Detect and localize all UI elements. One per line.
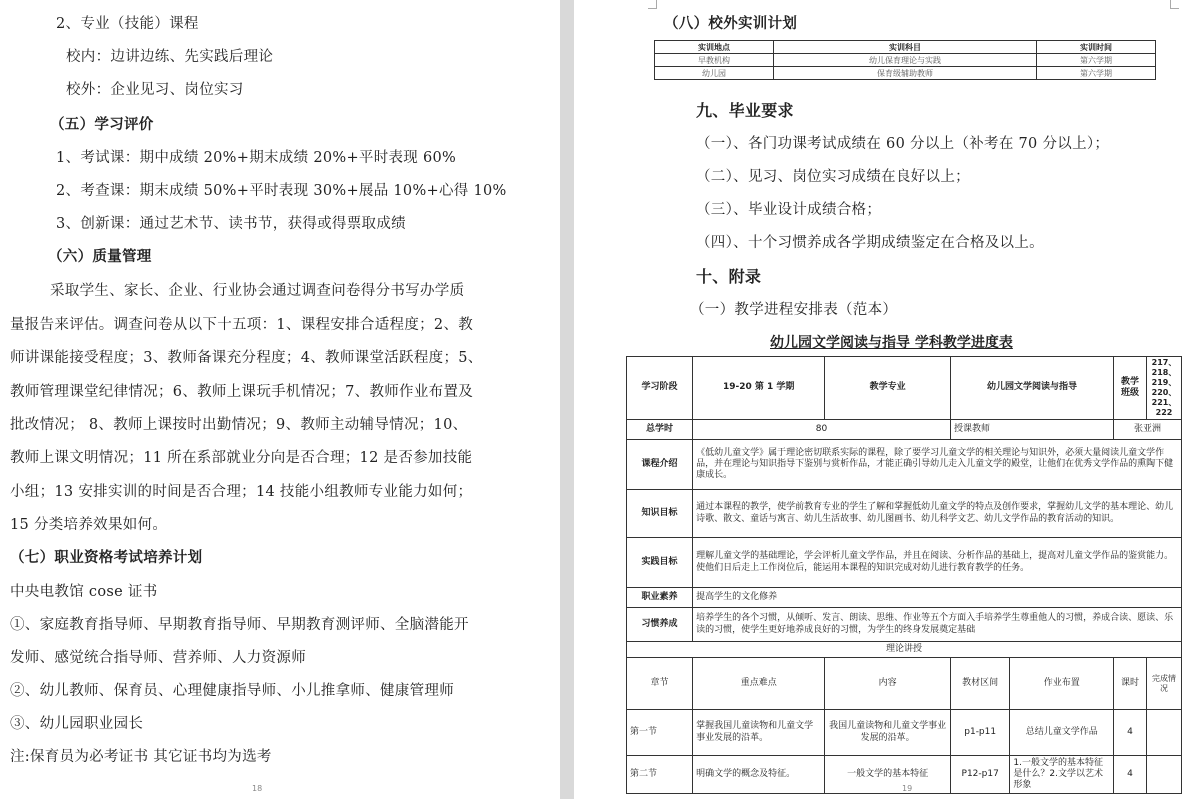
text-line: 发师、感觉统合指导师、营养师、人力资源师 — [10, 650, 306, 666]
table-cell: 第一节 — [627, 710, 693, 756]
teacher-value: 张亚洲 — [1113, 420, 1181, 440]
text-line: 量报告来评估。调查问卷从以下十五项：1、课程安排合适程度；2、教 — [10, 317, 474, 333]
grad-item: （一）、各门功课考试成绩在 60 分以上（补考在 70 分以上）； — [696, 136, 1110, 152]
table-cell: 4 — [1113, 710, 1146, 756]
section-heading: （五）学习评价 — [50, 116, 154, 133]
table-cell: 我国儿童读物和儿童文学事业发展的沿革。 — [825, 710, 951, 756]
intro-label: 课程介绍 — [627, 440, 693, 490]
text-line: 小组；13 安排实训的时间是否合理；14 技能小组教师专业能力如何； — [10, 484, 473, 500]
table-cell: 总结儿童文学作品 — [1010, 710, 1114, 756]
text-line: 校内：边讲边练、先实践后理论 — [66, 49, 274, 65]
text-line: 采取学生、家长、企业、行业协会通过调查问卷得分书写办学质 — [50, 283, 465, 299]
table-cell: 一般文学的基本特征 — [825, 756, 951, 794]
table-cell: 掌握我国儿童读物和儿童文学事业发展的沿革。 — [693, 710, 825, 756]
schedule-table — [626, 356, 1182, 794]
table-header: 实训地点 — [655, 41, 774, 54]
text-line: ①、家庭教育指导师、早期教育指导师、早期教育测评师、全脑潜能开 — [10, 617, 469, 633]
text-line: ②、幼儿教师、保育员、心理健康指导师、小儿推拿师、健康管理师 — [10, 683, 454, 699]
table-cell: 1.一般文学的基本特征是什么？2.文学以艺术形象 — [1010, 756, 1114, 794]
text-line: 中央电教馆 cose 证书 — [10, 584, 158, 600]
grad-item: （四）、十个习惯养成各学期成绩鉴定在合格及以上。 — [696, 235, 1044, 251]
table-cell: 明确文学的概念及特征。 — [693, 756, 825, 794]
career-text: 提高学生的文化修养 — [693, 588, 1182, 608]
text-line: 教师上课文明情况；11 所在系部就业分向是否合理；12 是否参加技能 — [10, 450, 473, 466]
section-heading: （六）质量管理 — [48, 248, 152, 265]
table-cell: 幼儿园 — [655, 67, 774, 80]
stage-value: 19-20 第 1 学期 — [693, 357, 825, 420]
table-cell: 第二节 — [627, 756, 693, 794]
table-cell: 保育级辅助教师 — [773, 67, 1036, 80]
text-line: 批改情况； 8、教师上课按时出勤情况；9、教师主动辅导情况；10、 — [10, 417, 468, 433]
table-cell: 幼儿保育理论与实践 — [773, 54, 1036, 67]
text-line: 15 分类培养效果如何。 — [10, 517, 168, 533]
habit-label: 习惯养成 — [627, 608, 693, 642]
table-cell: p1-p11 — [950, 710, 1009, 756]
col-header: 课时 — [1113, 658, 1146, 710]
major-label: 教学专业 — [825, 357, 951, 420]
knowledge-text: 通过本课程的教学，使学前教育专业的学生了解和掌握低幼儿童文学的特点及创作要求，掌握幼儿文学的基本理论、幼儿诗歌、散文、童话与寓言、幼儿生活故事、幼儿图画书、幼儿科学文艺、幼儿文学作品的教育活动的知识。 — [693, 490, 1182, 538]
page-gap — [560, 0, 574, 799]
knowledge-label: 知识目标 — [627, 490, 693, 538]
text-line: 校外：企业见习、岗位实习 — [66, 82, 244, 98]
crop-mark — [648, 0, 657, 9]
class-value: 217、218、219、220、221、222 — [1147, 357, 1182, 420]
page-number: 18 — [252, 784, 263, 793]
sub-heading: （一）教学进程安排表（范本） — [690, 302, 898, 318]
table-row — [655, 54, 1156, 67]
document-page-right — [574, 0, 1188, 799]
col-header: 内容 — [825, 658, 951, 710]
text-line: 1、考试课：期中成绩 20%+期末成绩 20%+平时表现 60% — [56, 150, 457, 166]
col-header: 重点难点 — [693, 658, 825, 710]
training-plan-table — [654, 40, 1156, 80]
crop-mark — [1170, 0, 1179, 9]
stage-label: 学习阶段 — [627, 357, 693, 420]
section-heading: （七）职业资格考试培养计划 — [10, 549, 203, 566]
text-line: 师讲课能接受程度；3、教师备课充分程度；4、教师课堂活跃程度；5、 — [10, 350, 483, 366]
col-header: 作业布置 — [1010, 658, 1114, 710]
practice-text: 理解儿童文学的基础理论，学会评析儿童文学作品，并且在阅读、分析作品的基础上，提高对儿童文学作品的鉴赏能力。使他们日后走上工作岗位后，能运用本课程的知识完成对幼儿进行教育教学的任务。 — [693, 538, 1182, 588]
table-cell: 4 — [1113, 756, 1146, 794]
career-label: 职业素养 — [627, 588, 693, 608]
document-page-left — [0, 0, 560, 799]
col-header: 完成情况 — [1147, 658, 1182, 710]
text-line: 教师管理课堂纪律情况；6、教师上课玩手机情况；7、教师作业布置及 — [10, 384, 474, 400]
table-cell — [1147, 710, 1182, 756]
table-header: 实训时间 — [1037, 41, 1156, 54]
text-line: 注:保育员为必考证书 其它证书均为选考 — [10, 749, 272, 765]
table-row — [655, 67, 1156, 80]
text-line: ③、幼儿园职业园长 — [10, 716, 144, 732]
table-cell: 第六学期 — [1037, 67, 1156, 80]
schedule-title: 幼儿园文学阅读与指导 学科教学进度表 — [770, 335, 1013, 351]
table-cell: P12-p17 — [950, 756, 1009, 794]
major-value: 幼儿园文学阅读与指导 — [950, 357, 1113, 420]
theory-label: 理论讲授 — [627, 642, 1182, 658]
text-line: 2、专业（技能）课程 — [56, 16, 199, 32]
text-line: 3、创新课：通过艺术节、读书节，获得或得票取成绩 — [56, 216, 406, 232]
teacher-label: 授课教师 — [950, 420, 1113, 440]
intro-text: 《低幼儿童文学》属于理论密切联系实际的课程，除了要学习儿童文学的相关理论与知识外，必须大量阅读儿童文学作品，并在理论与知识指导下鉴别与赏析作品，才能正确引导幼儿走入儿童文学的殿堂，让他们在优秀文学作品的熏陶下健康成长。 — [693, 440, 1182, 490]
grad-item: （二）、见习、岗位实习成绩在良好以上； — [696, 169, 970, 185]
practice-label: 实践目标 — [627, 538, 693, 588]
hours-value: 80 — [693, 420, 951, 440]
table-header: 实训科目 — [773, 41, 1036, 54]
table-row — [627, 710, 1182, 756]
class-label: 教学班级 — [1113, 357, 1146, 420]
text-line: 2、考查课：期末成绩 50%+平时表现 30%+展品 10%+心得 10% — [56, 183, 507, 199]
col-header: 章节 — [627, 658, 693, 710]
table-cell: 早教机构 — [655, 54, 774, 67]
grad-item: （三）、毕业设计成绩合格； — [696, 202, 882, 218]
col-header: 教材区间 — [950, 658, 1009, 710]
page-number: 19 — [902, 784, 913, 793]
hours-label: 总学时 — [627, 420, 693, 440]
section-heading: （八）校外实训计划 — [664, 15, 798, 32]
table-cell — [1147, 756, 1182, 794]
table-cell: 第六学期 — [1037, 54, 1156, 67]
section-heading: 九、毕业要求 — [696, 101, 794, 120]
section-heading: 十、附录 — [696, 267, 762, 286]
habit-text: 培养学生的各个习惯，从倾听、发言、朗读、思维、作业等五个方面入手培养学生尊重他人的习惯，养成合读、愿读、乐读的习惯，使学生更好地养成良好的习惯，为学生的终身发展奠定基础 — [693, 608, 1182, 642]
